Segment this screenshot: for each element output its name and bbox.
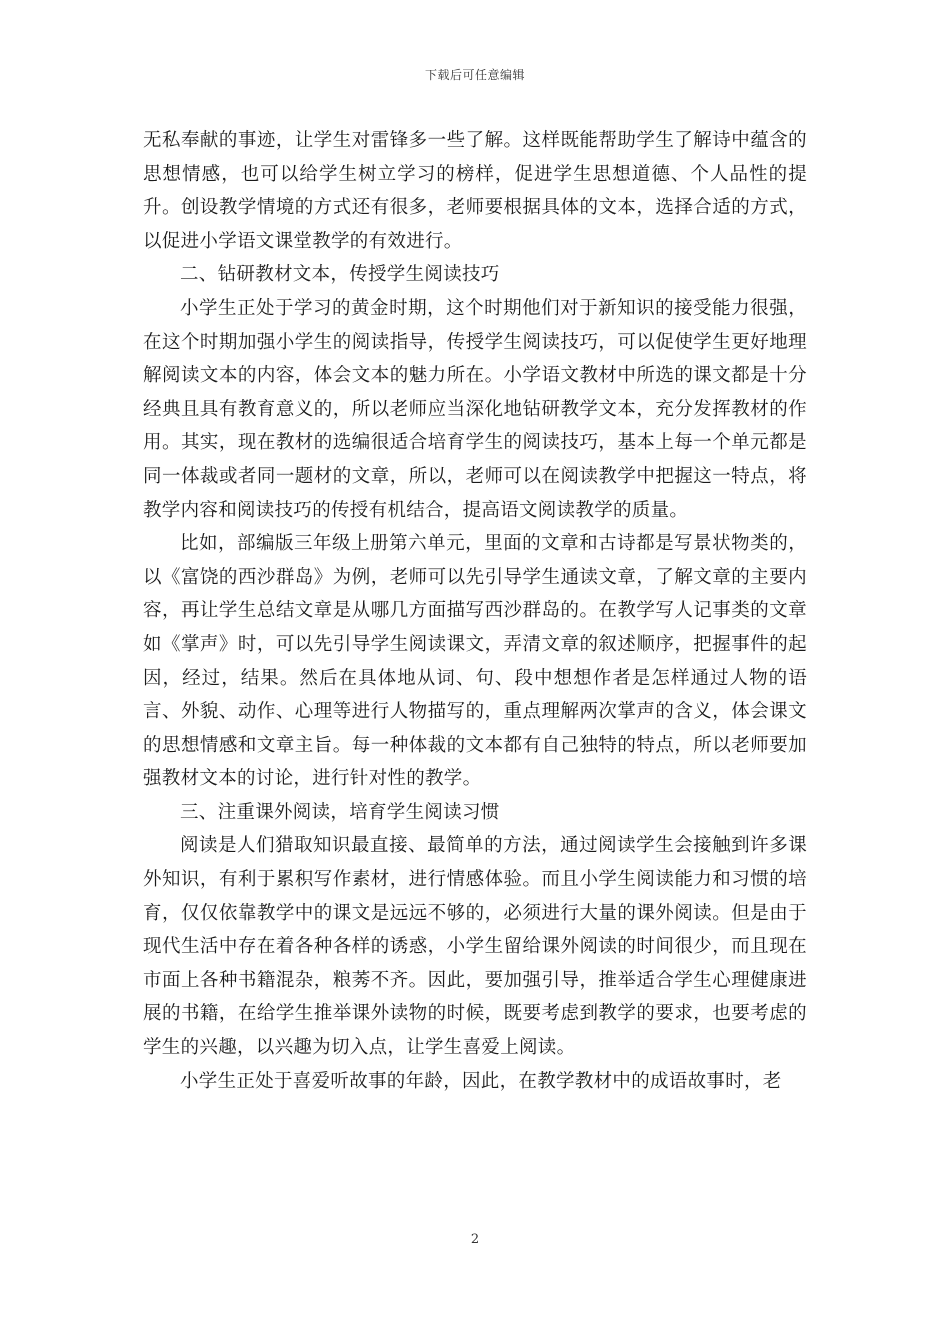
- document-body: [143, 124, 807, 1098]
- section-heading-3: 三、注重课外阅读，培育学生阅读习惯: [180, 801, 500, 823]
- paragraph: 小学生正处于学习的黄金时期，这个时期他们对于新知识的接受能力很强，在这个时期加强小学生的阅读指导，传授学生阅读技巧，可以促使学生更好地理解阅读文本的内容，体会文本的魅力所在。小学语文教材中所选的课文都是十分经典且具有教育意义的，所以老师应当深化地钻研教学文本，充分发挥教材的作用。其实，现在教材的选编很适合培育学生的阅读技巧，基本上每一个单元都是同一体裁或者同一题材的文章，所以，老师可以在阅读教学中把握这一特点，将教学内容和阅读技巧的传授有机结合，提高语文阅读教学的质量。: [143, 297, 807, 521]
- paragraph: 小学生正处于喜爱听故事的年龄，因此，在教学教材中的成语故事时，老: [180, 1070, 782, 1092]
- page-number: 2: [470, 1232, 480, 1247]
- section-heading-2: 二、钻研教材文本，传授学生阅读技巧: [180, 264, 500, 286]
- paragraph-continued: 无私奉献的事迹，让学生对雷锋多一些了解。这样既能帮助学生了解诗中蕴含的思想情感，也可以给学生树立学习的榜样，促进学生思想道德、个人品性的提升。创设教学情境的方式还有很多，老师要根据具体的文本，选择合适的方式，以促进小学语文课堂教学的有效进行。: [143, 130, 807, 252]
- page-header: 下载后可任意编辑: [424, 68, 525, 82]
- paragraph: 比如，部编版三年级上册第六单元，里面的文章和古诗都是写景状物类的，以《富饶的西沙群岛》为例，老师可以先引导学生通读文章，了解文章的主要内容，再让学生总结文章是从哪几方面描写西沙群岛的。在教学写人记事类的文章如《掌声》时，可以先引导学生阅读课文，弄清文章的叙述顺序，把握事件的起因，经过，结果。然后在具体地从词、句、段中想想作者是怎样通过人物的语言、外貌、动作、心理等进行人物描写的，重点理解两次掌声的含义，体会课文的思想情感和文章主旨。每一种体裁的文本都有自己独特的特点，所以老师要加强教材文本的讨论，进行针对性的教学。: [143, 533, 807, 790]
- paragraph: 阅读是人们猎取知识最直接、最简单的方法，通过阅读学生会接触到许多课外知识，有利于累积写作素材，进行情感体验。而且小学生阅读能力和习惯的培育，仅仅依靠教学中的课文是远远不够的，必须进行大量的课外阅读。但是由于现代生活中存在着各种各样的诱惑，小学生留给课外阅读的时间很少，而且现在市面上各种书籍混杂，粮莠不齐。因此，要加强引导，推举适合学生心理健康进展的书籍，在给学生推举课外读物的时候，既要考虑到教学的要求，也要考虑的学生的兴趣，以兴趣为切入点，让学生喜爱上阅读。: [143, 835, 807, 1059]
